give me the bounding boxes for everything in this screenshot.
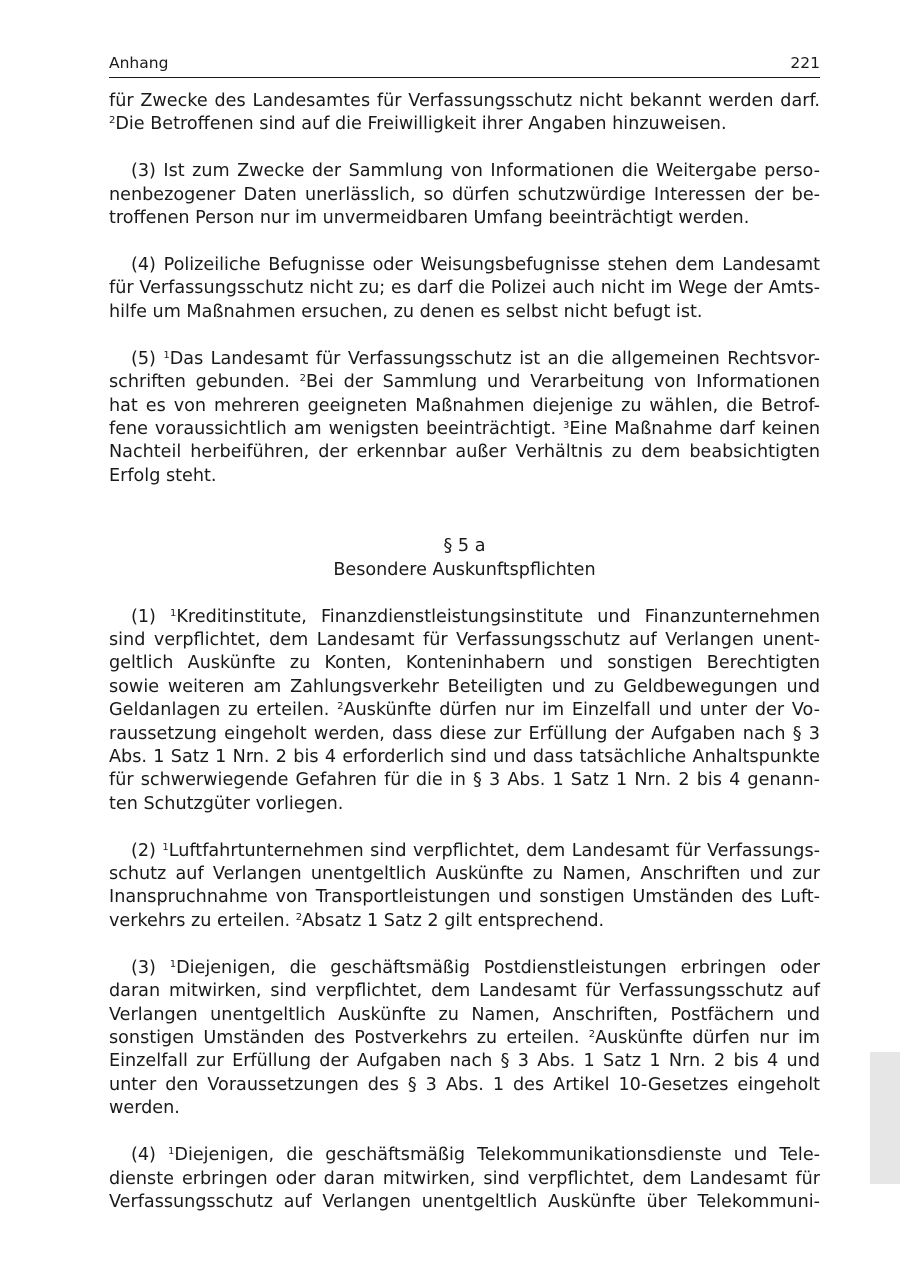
section-heading <box>109 535 820 582</box>
text-line: sonstigen Umständen des Postverkehrs zu erteilen. $^2$Auskünfte dürfen nur im <box>109 1028 821 1048</box>
running-header <box>109 54 820 78</box>
section-number: § 5 a <box>443 536 486 557</box>
paragraph-continued <box>109 90 820 137</box>
text-line: sind verpflichtet, dem Landesamt für Verfassungsschutz auf Verlangen unent- <box>109 629 820 650</box>
subsection-4 <box>109 1144 820 1214</box>
text-line: Einzelfall zur Erfüllung der Aufgaben nach § 3 Abs. 1 Satz 1 Nrn. 2 bis 4 und <box>109 1051 820 1072</box>
text-line: raussetzung eingeholt werden, dass diese zur Erfüllung der Aufgaben nach § 3 <box>109 723 820 744</box>
text-line: (5) $^1$Das Landesamt für Verfassungsschutz ist an die allgemeinen Rechtsvor- <box>131 348 820 369</box>
text-line: schriften gebunden. $^2$Bei der Sammlung und Verarbeitung von Informationen <box>109 372 820 393</box>
text-line: fene voraussichtlich am wenigsten beeinträchtigt. $^3$Eine Maßnahme darf keinen <box>109 418 820 439</box>
text-line: (2) $^1$Luftfahrtunternehmen sind verpflichtet, dem Landesamt für Verfassungs- <box>131 840 820 861</box>
text-line: sowie weiteren am Zahlungsverkehr Beteiligten und zu Geldbewegungen und <box>109 676 820 697</box>
section-title: Besondere Auskunftspflichten <box>333 559 596 580</box>
text-line: verkehrs zu erteilen. $^2$Absatz 1 Satz 2 gilt entsprechend. <box>109 910 605 931</box>
subsection-2 <box>109 840 820 934</box>
text-line: Inanspruchnahme von Transportleistungen und sonstigen Umständen des Luft- <box>109 887 820 908</box>
text-line: Verfassungsschutz auf Verlangen unentgeltlich Auskünfte über Telekommuni- <box>109 1191 820 1212</box>
text-line: Abs. 1 Satz 1 Nrn. 2 bis 4 erforderlich sind und dass tatsächliche Anhaltspunkte <box>109 746 820 767</box>
body-text <box>109 90 820 1214</box>
text-line: nenbezogener Daten unerlässlich, so dürfen schutzwürdige Interessen der be- <box>109 184 820 205</box>
text-line: hilfe um Maßnahmen ersuchen, zu denen es selbst nicht befugt ist. <box>109 301 703 322</box>
text-line: geltlich Auskünfte zu Konten, Konteninhabern und sonstigen Berechtigten <box>109 653 820 674</box>
paragraph-3 <box>109 160 820 230</box>
text-line: für Verfassungsschutz nicht zu; es darf die Polizei auch nicht im Wege der Amts- <box>109 278 820 299</box>
text-line: unter den Voraussetzungen des § 3 Abs. 1 des Artikel 10-Gesetzes eingeholt <box>109 1074 820 1095</box>
paragraph-5 <box>109 348 820 488</box>
text-line: (4) $^1$Diejenigen, die geschäftsmäßig Telekommunikationsdienste und Tele- <box>131 1145 820 1166</box>
subsection-3 <box>109 957 820 1121</box>
text-line: dienste erbringen oder daran mitwirken, sind verpflichtet, dem Landesamt für <box>109 1168 820 1189</box>
text-line: troffenen Person nur im unvermeidbaren Umfang beeinträchtigt werden. <box>109 208 750 229</box>
thumb-index-tab <box>870 1052 900 1184</box>
text-line: (3) $^1$Diejenigen, die geschäftsmäßig Postdienstleistungen erbringen oder <box>131 957 820 978</box>
text-line: Verlangen unentgeltlich Auskünfte zu Namen, Anschriften, Postfächern und <box>109 1004 820 1025</box>
text-line: schutz auf Verlangen unentgeltlich Auskünfte zu Namen, Anschriften und zur <box>109 864 820 885</box>
page-number: 221 <box>790 54 820 72</box>
text-line: Erfolg steht. <box>109 465 217 486</box>
text-line: für Zwecke des Landesamtes für Verfassungsschutz nicht bekannt werden darf. <box>109 91 820 111</box>
text-line: daran mitwirken, sind verpflichtet, dem Landesamt für Verfassungsschutz auf <box>109 981 820 1002</box>
text-line: Geldanlagen zu erteilen. $^2$Auskünfte dürfen nur im Einzelfall und unter der Vo- <box>109 700 820 721</box>
text-line: (4) Polizeiliche Befugnisse oder Weisungsbefugnisse stehen dem Landesamt <box>131 255 820 276</box>
text-line: hat es von mehreren geeigneten Maßnahmen diejenige zu wählen, die Betrof- <box>109 395 820 416</box>
subsection-1 <box>109 606 820 817</box>
paragraph-4 <box>109 254 820 324</box>
text-line: ten Schutzgüter vorliegen. <box>109 793 344 814</box>
text-line: (1) $^1$Kreditinstitute, Finanzdienstleistungsinstitute und Finanzunternehmen <box>131 606 821 627</box>
text-line: für schwerwiegende Gefahren für die in § 3 Abs. 1 Satz 1 Nrn. 2 bis 4 genann- <box>109 770 820 791</box>
text-line: (3) Ist zum Zwecke der Sammlung von Informationen die Weitergabe perso- <box>131 161 820 182</box>
text-line: $^2$Die Betroffenen sind auf die Freiwilligkeit ihrer Angaben hinzuweisen. <box>109 114 727 135</box>
header-section-title: Anhang <box>109 54 169 72</box>
text-line: werden. <box>109 1098 180 1119</box>
text-line: Nachteil herbeiführen, der erkennbar außer Verhältnis zu dem beabsichtigten <box>109 442 820 463</box>
